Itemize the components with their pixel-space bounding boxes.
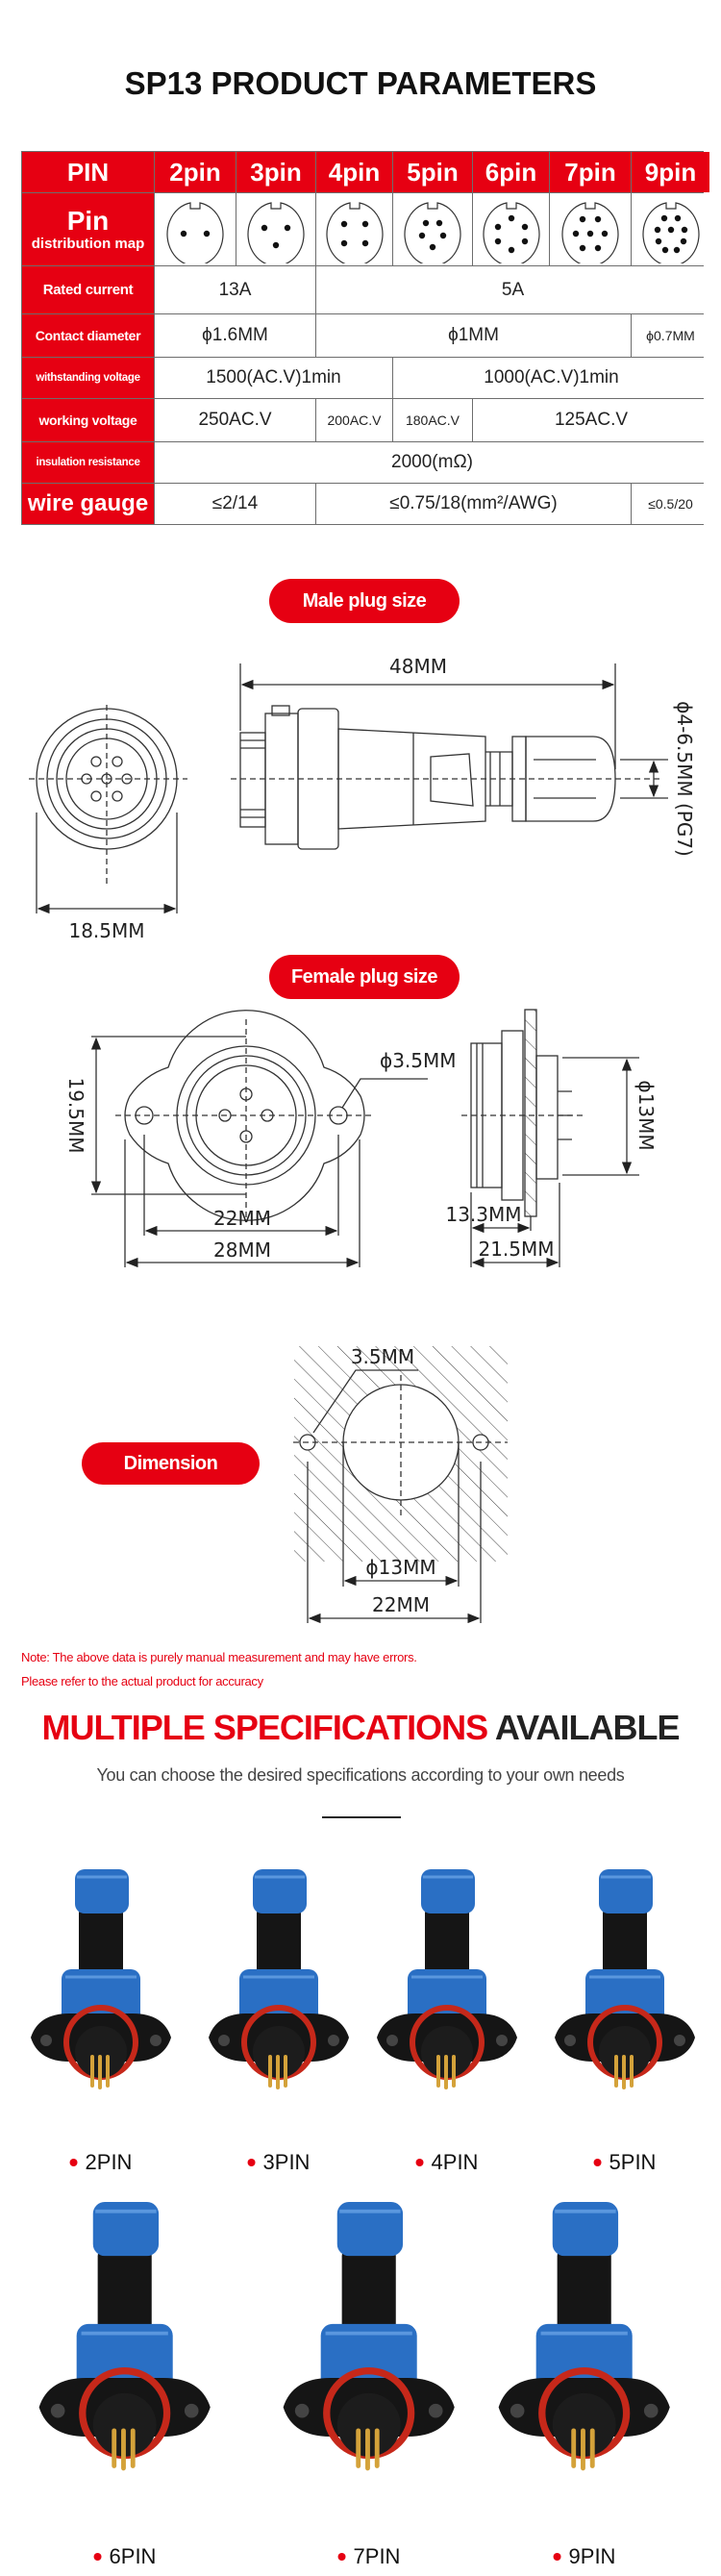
product-label	[416, 2150, 479, 2175]
connector-photo-9pin	[485, 2202, 684, 2518]
note-line-1: Note: The above data is purely manual measurement and may have errors.	[21, 1650, 417, 1664]
male-side-view	[231, 663, 668, 849]
header-7pin: 7pin	[550, 152, 631, 192]
dimension-pill: Dimension	[82, 1442, 260, 1485]
specs-heading-black: AVAILABLE	[494, 1708, 680, 1747]
working-voltage-value: 180AC.V	[393, 399, 472, 441]
connector-photo-3pin	[197, 1869, 360, 2129]
panel-cutout-drawing	[293, 1346, 508, 1623]
product-label	[554, 2544, 616, 2569]
female-hole-spacing-label: 22MM	[213, 1207, 271, 1230]
product-label-text: 6PIN	[109, 2544, 157, 2568]
bullet-icon	[416, 2159, 424, 2166]
row-label-withstanding-voltage: withstanding voltage	[22, 358, 154, 398]
wire-gauge-value: ≤2/14	[155, 484, 315, 524]
product-label	[248, 2150, 311, 2175]
male-front-view	[29, 705, 187, 913]
row-label-working-voltage: working voltage	[22, 399, 154, 441]
female-side-view	[461, 1010, 639, 1267]
page-title: SP13 PRODUCT PARAMETERS	[124, 65, 597, 101]
contact-diameter-value: ϕ1MM	[316, 314, 631, 357]
connector-photo-7pin	[269, 2202, 468, 2518]
header-9pin: 9pin	[632, 152, 709, 192]
female-thread-label: ϕ13MM	[634, 1080, 658, 1151]
male-length-label: 48MM	[389, 655, 447, 678]
row-label-rated-current: Rated current	[22, 266, 154, 313]
male-plug-size-pill: Male plug size	[269, 579, 460, 623]
row-label-wire-gauge: wire gauge	[22, 484, 154, 524]
product-label	[338, 2544, 401, 2569]
bullet-icon	[248, 2159, 256, 2166]
insulation-resistance-value: 2000(mΩ)	[155, 442, 709, 483]
withstanding-voltage-value: 1000(AC.V)1min	[393, 358, 709, 398]
female-depth1-label: 13.3MM	[445, 1203, 522, 1226]
female-height-label: 19.5MM	[64, 1077, 87, 1154]
specs-heading	[0, 1708, 721, 1748]
bullet-icon	[70, 2159, 78, 2166]
rated-current-value: 5A	[316, 266, 709, 313]
pin-label: Pin	[66, 205, 110, 236]
wire-gauge-value: ≤0.5/20	[632, 484, 709, 524]
header-4pin: 4pin	[316, 152, 392, 192]
product-label	[70, 2150, 133, 2175]
cutout-hole-label: 3.5MM	[350, 1345, 415, 1368]
header-5pin: 5pin	[393, 152, 472, 192]
note-line-2: Please refer to the actual product for accuracy	[21, 1674, 263, 1688]
cutout-diameter-label: ϕ13MM	[365, 1556, 436, 1579]
product-label-text: 9PIN	[568, 2544, 616, 2568]
divider	[322, 1816, 401, 1818]
working-voltage-value: 125AC.V	[473, 399, 709, 441]
connector-photo-5pin	[543, 1869, 707, 2129]
product-label-text: 3PIN	[262, 2150, 311, 2174]
female-depth2-label: 21.5MM	[478, 1238, 555, 1261]
rated-current-value: 13A	[155, 266, 315, 313]
female-plug-size-pill: Female plug size	[269, 955, 460, 999]
header-2pin: 2pin	[155, 152, 236, 192]
connector-photo-4pin	[365, 1869, 529, 2129]
connector-photo-6pin	[25, 2202, 224, 2518]
row-label-insulation-resistance: insulation resistance	[22, 442, 154, 483]
row-label-contact-diameter: Contact diameter	[22, 314, 154, 357]
specs-subtitle: You can choose the desired specifications according to your own needs	[96, 1765, 625, 1785]
bullet-icon	[94, 2553, 102, 2561]
bullet-icon	[554, 2553, 561, 2561]
bullet-icon	[338, 2553, 346, 2561]
connector-photo-2pin	[19, 1869, 183, 2129]
product-label-text: 7PIN	[353, 2544, 401, 2568]
product-label	[594, 2150, 657, 2175]
bullet-icon	[594, 2159, 602, 2166]
contact-diameter-value: ϕ0.7MM	[632, 314, 709, 357]
male-cable-range-label: ϕ4-6.5MM (PG7)	[673, 701, 696, 857]
wire-gauge-value: ≤0.75/18(mm²/AWG)	[316, 484, 631, 524]
working-voltage-value: 250AC.V	[155, 399, 315, 441]
product-label-text: 4PIN	[431, 2150, 479, 2174]
working-voltage-value: 200AC.V	[316, 399, 392, 441]
header-pin: PIN	[22, 152, 154, 192]
product-label	[94, 2544, 157, 2569]
female-width-label: 28MM	[213, 1238, 271, 1262]
specs-heading-red: MULTIPLE SPECIFICATIONS	[41, 1708, 488, 1747]
contact-diameter-value: ϕ1.6MM	[155, 314, 315, 357]
cutout-spacing-label: 22MM	[372, 1593, 430, 1616]
female-hole-label: ϕ3.5MM	[380, 1049, 457, 1072]
male-diameter-label: 18.5MM	[68, 919, 145, 942]
header-3pin: 3pin	[236, 152, 315, 192]
distribution-map-label: distribution map	[31, 235, 145, 252]
withstanding-voltage-value: 1500(AC.V)1min	[155, 358, 392, 398]
product-label-text: 2PIN	[85, 2150, 133, 2174]
product-label-text: 5PIN	[609, 2150, 657, 2174]
header-6pin: 6pin	[473, 152, 549, 192]
